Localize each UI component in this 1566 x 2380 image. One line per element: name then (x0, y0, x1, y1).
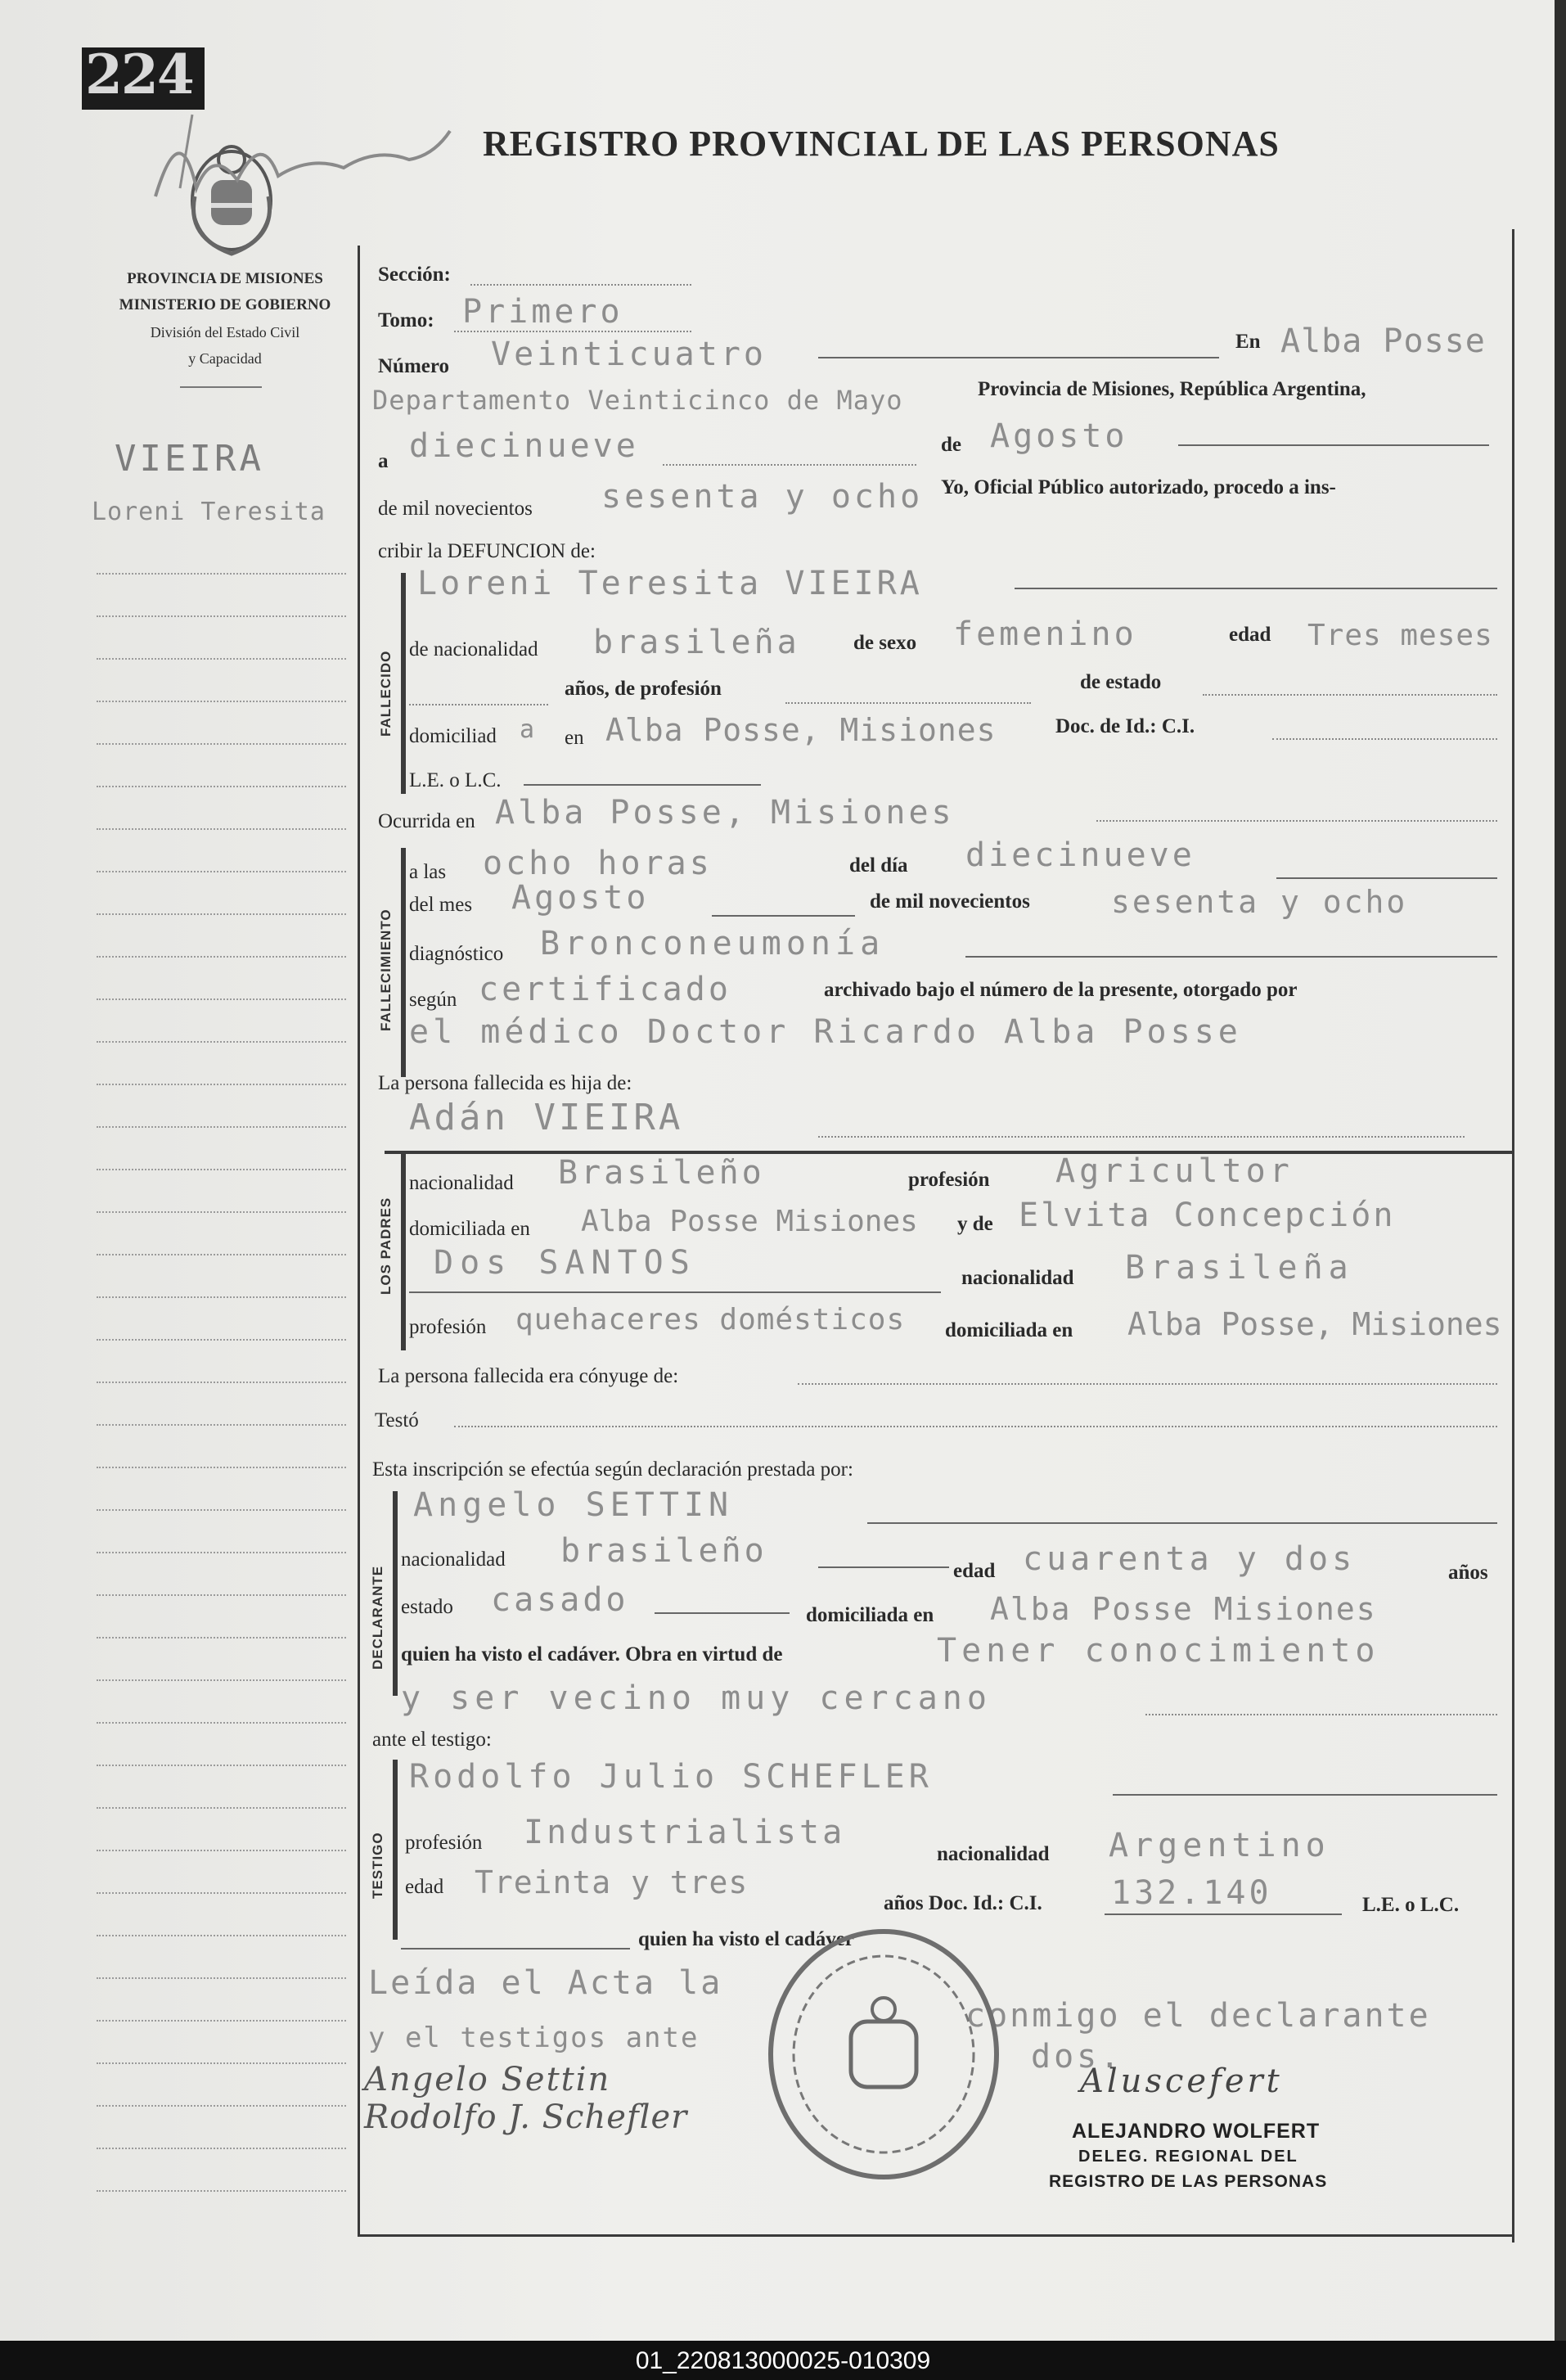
label-decl-domiciliada: domiciliada en (806, 1604, 934, 1626)
field-nombre-fallecido: Loreni Teresita VIEIRA (417, 565, 923, 602)
field-madre-apellido: Dos SANTOS (434, 1244, 696, 1282)
ministry-line4: y Capacidad (188, 350, 262, 367)
margin-ruled-line (97, 1296, 346, 1298)
field-madre-profesion: quehaceres domésticos (515, 1303, 906, 1336)
label-de: de (941, 434, 961, 456)
label-en-domicilio: en (565, 727, 584, 749)
margin-ruled-line (97, 1424, 346, 1426)
side-label-declarante: DECLARANTE (370, 1565, 385, 1670)
label-decl-edad: edad (953, 1560, 996, 1582)
signature-oficial: Aluscefert (1080, 2062, 1283, 2100)
field-testigo-ci: 132.140 (1111, 1874, 1272, 1912)
main-column-rule (358, 246, 360, 2234)
numero-line (818, 357, 1219, 358)
field-declarante: Angelo SETTIN (413, 1486, 734, 1524)
margin-ruled-line (97, 828, 346, 830)
padre-line (818, 1136, 1465, 1138)
margin-ruled-line (97, 1041, 346, 1043)
field-hora: ocho horas (483, 845, 713, 882)
footer-text: 01_220813000025-010309 (635, 2347, 931, 2374)
field-padre-profesion: Agricultor (1055, 1152, 1294, 1190)
testigo-line (1113, 1794, 1497, 1796)
field-domicilio: Alba Posse, Misiones (605, 712, 997, 748)
margin-given-name: Loreni Teresita (92, 498, 326, 526)
label-archivado: archivado bajo el número de la presente, otorgado por (824, 979, 1298, 1001)
label-diagnostico: diagnóstico (409, 943, 504, 965)
field-dia-fallecimiento: diecinueve (965, 836, 1195, 874)
margin-ruled-line (97, 1254, 346, 1255)
side-label-fallecimiento: FALLECIMIENTO (378, 908, 394, 1031)
margin-ruled-line (97, 1467, 346, 1468)
nombre-line (1015, 588, 1497, 589)
folio-number-text: 224 (85, 43, 193, 106)
field-tomo: Primero (462, 293, 623, 331)
label-anos-profesion: años, de profesión (565, 678, 722, 700)
fallecimiento-bracket (401, 848, 406, 1077)
margin-ruled-line (97, 1339, 346, 1341)
margin-ruled-line (97, 871, 346, 872)
margin-ruled-line (97, 1807, 346, 1809)
margin-ruled-line (97, 1637, 346, 1639)
label-testo: Testó (375, 1409, 419, 1431)
field-padre-nacionalidad: Brasileño (558, 1154, 765, 1192)
label-decl-anos: años (1448, 1562, 1488, 1584)
label-decl-estado: estado (401, 1596, 453, 1618)
label-testigo-profesion: profesión (405, 1832, 483, 1854)
label-doc-id: Doc. de Id.: C.I. (1055, 715, 1195, 737)
obra-virtud-line (1145, 1714, 1497, 1715)
testigo-bracket (393, 1760, 398, 1940)
ocurrida-line (1096, 820, 1497, 822)
label-edad: edad (1229, 624, 1271, 646)
label-numero: Número (378, 355, 450, 377)
field-obra-virtud-1: Tener conocimiento (937, 1632, 1380, 1670)
label-padre-domiciliada: domiciliada en (409, 1218, 530, 1240)
label-madre-nacionalidad: nacionalidad (961, 1267, 1074, 1289)
label-padre-nacionalidad: nacionalidad (409, 1172, 514, 1194)
label-padre-profesion: profesión (908, 1169, 990, 1191)
label-testigo-edad: edad (405, 1876, 444, 1898)
field-domiciliad-suffix: a (520, 715, 536, 744)
fallecido-bracket (401, 573, 406, 794)
decl-estado-line (655, 1612, 790, 1614)
field-madre-nacionalidad: Brasileña (1125, 1249, 1354, 1287)
label-quien-ha-visto: quien ha visto el cadáver (638, 1928, 854, 1950)
label-anos-doc: años Doc. Id.: C.I. (884, 1892, 1042, 1914)
field-testigo-edad: Treinta y tres (475, 1864, 749, 1900)
field-dia: diecinueve (409, 427, 639, 465)
estado-line (1203, 694, 1497, 696)
declarante-bracket (393, 1491, 398, 1696)
ministry-line1: PROVINCIA DE MISIONES (127, 270, 323, 287)
margin-ruled-line (97, 743, 346, 745)
label-madre-profesion: profesión (409, 1316, 487, 1338)
field-en: Alba Posse (1280, 322, 1486, 360)
stamp-official-name: ALEJANDRO WOLFERT (1072, 2120, 1321, 2143)
field-segun: certificado (479, 971, 731, 1008)
anos-pre-line (409, 704, 548, 705)
label-y-de: y de (957, 1213, 993, 1235)
label-a-las: a las (409, 861, 447, 883)
footer-strip (0, 2341, 1566, 2380)
label-ocurrida-en: Ocurrida en (378, 810, 475, 832)
conyuge-line (798, 1383, 1497, 1385)
field-nacionalidad: brasileña (593, 624, 800, 661)
side-label-testigo: TESTIGO (370, 1832, 385, 1899)
field-edad: Tres meses (1307, 619, 1493, 652)
label-inscripcion: Esta inscripción se efectúa según declaración prestada por: (372, 1458, 853, 1481)
margin-ruled-line (97, 1509, 346, 1511)
field-anio: sesenta y ocho (601, 478, 924, 516)
testigo-ci-line (1105, 1913, 1342, 1915)
field-declarante-estado: casado (491, 1581, 629, 1619)
page-title: REGISTRO PROVINCIAL DE LAS PERSONAS (483, 124, 1280, 164)
signature-declarante: Angelo Settin (364, 2061, 611, 2098)
side-label-los-padres: LOS PADRES (378, 1197, 394, 1295)
margin-ruled-line (97, 1552, 346, 1553)
profesion-line (785, 702, 1031, 704)
seccion-line (470, 284, 691, 286)
margin-ruled-line (97, 2020, 346, 2022)
field-testigo: Rodolfo Julio SCHEFLER (409, 1758, 933, 1796)
field-testigo-nacionalidad: Argentino (1109, 1827, 1330, 1864)
label-sexo: de sexo (853, 632, 917, 654)
label-testigo-nacionalidad: nacionalidad (937, 1843, 1050, 1865)
field-departamento: Departamento Veinticinco de Mayo (372, 385, 903, 416)
margin-ruled-line (97, 573, 346, 575)
field-diagnostico: Bronconeumonía (540, 925, 885, 962)
field-anio-fallecimiento: sesenta y ocho (1111, 884, 1408, 920)
label-en: En (1235, 331, 1261, 353)
label-seccion: Sección: (378, 264, 451, 286)
margin-ruled-line (97, 998, 346, 1000)
field-madre: Elvita Concepción (1019, 1197, 1396, 1234)
label-decl-nacionalidad: nacionalidad (401, 1548, 506, 1571)
mes-fall-line (712, 915, 855, 917)
margin-ruled-line (97, 1382, 346, 1383)
field-ocurrida-en: Alba Posse, Misiones (495, 794, 955, 832)
label-de-nacionalidad: de nacionalidad (409, 638, 538, 660)
label-de-mil: de mil novecientos (378, 498, 533, 520)
declarante-line (867, 1522, 1497, 1524)
signature-testigo: Rodolfo J. Schefler (364, 2098, 688, 2136)
margin-ruled-line (97, 1935, 346, 1936)
margin-ruled-line (97, 786, 346, 787)
margin-surname: VIEIRA (115, 438, 264, 480)
margin-ruled-line (97, 1722, 346, 1724)
testo-line (454, 1426, 1497, 1427)
margin-ruled-line (97, 1892, 346, 1894)
closing-line-1a: Leída el Acta la (368, 1964, 723, 2002)
field-mes: Agosto (990, 417, 1128, 455)
margin-ruled-line (97, 1126, 346, 1128)
label-hija-de: La persona fallecida es hija de: (378, 1072, 632, 1094)
margin-ruled-line (97, 1211, 346, 1213)
margin-ruled-line (97, 2062, 346, 2064)
mes-line (1178, 444, 1489, 446)
padres-bracket (401, 1154, 406, 1350)
field-testigo-profesion: Industrialista (524, 1814, 846, 1851)
margin-ruled-line (97, 2148, 346, 2149)
field-padre-domicilio: Alba Posse Misiones (581, 1205, 918, 1238)
label-tomo: Tomo: (378, 309, 434, 331)
margin-ruled-line (97, 1850, 346, 1851)
label-yo-oficial: Yo, Oficial Público autorizado, procedo a ins- (941, 476, 1336, 498)
label-quien-cadaver: quien ha visto el cadáver. Obra en virtud de (401, 1643, 783, 1666)
side-label-fallecido: FALLECIDO (378, 650, 394, 737)
dia-fall-line (1276, 877, 1497, 879)
margin-ruled-line (97, 1765, 346, 1766)
field-declarante-edad: cuarenta y dos (1023, 1540, 1357, 1578)
closing-line-2a: y el testigos ante (368, 2022, 700, 2054)
margin-ruled-line (97, 956, 346, 958)
field-declarante-domicilio: Alba Posse Misiones (990, 1591, 1377, 1627)
ministry-divider (180, 386, 262, 388)
margin-ruled-line (97, 1084, 346, 1085)
field-sexo: femenino (953, 615, 1137, 653)
diagnostico-line (965, 956, 1497, 958)
margin-ruled-line (97, 1594, 346, 1596)
margin-ruled-line (97, 615, 346, 617)
field-medico: el médico Doctor Ricardo Alba Posse (409, 1013, 1242, 1051)
label-madre-domiciliada: domiciliada en (945, 1319, 1073, 1341)
margin-ruled-line (97, 1169, 346, 1170)
margin-ruled-line (97, 658, 346, 660)
label-del-dia: del día (849, 854, 908, 877)
right-border-rule (1512, 229, 1514, 2243)
field-obra-virtud-2: y ser vecino muy cercano (401, 1679, 992, 1717)
field-padre: Adán VIEIRA (409, 1097, 684, 1138)
margin-ruled-line (97, 701, 346, 702)
stamp-line3: REGISTRO DE LAS PERSONAS (1049, 2172, 1328, 2191)
margin-ruled-line (97, 913, 346, 915)
margin-ruled-line (97, 2190, 346, 2192)
field-declarante-nacionalidad: brasileño (560, 1532, 767, 1570)
bottom-rule (358, 2234, 1514, 2237)
closing-line-1b: conmigo el declarante (965, 1997, 1431, 2035)
field-madre-domicilio: Alba Posse, Misiones (1127, 1306, 1502, 1342)
label-domiciliad: domiciliad (409, 725, 497, 747)
le-lc-line (524, 784, 761, 786)
label-le-o-lc: L.E. o L.C. (1362, 1894, 1460, 1916)
ministry-line3: División del Estado Civil (150, 324, 300, 340)
doc-id-line (1272, 738, 1497, 740)
label-segun: según (409, 989, 457, 1011)
label-cribir: cribir la DEFUNCION de: (378, 540, 596, 562)
madre-apellido-line (409, 1291, 941, 1293)
label-de-mil-fall: de mil novecientos (870, 890, 1030, 913)
tomo-line (454, 331, 691, 332)
field-numero: Veinticuatro (491, 336, 767, 373)
margin-ruled-line (97, 1679, 346, 1681)
label-a: a (378, 450, 389, 472)
label-ante-testigo: ante el testigo: (372, 1729, 492, 1751)
testigo-bottom-line (401, 1948, 630, 1950)
label-le-lc: L.E. o L.C. (409, 769, 502, 791)
label-de-estado: de estado (1080, 671, 1162, 693)
dia-line (663, 464, 916, 466)
field-mes-fallecimiento: Agosto (511, 879, 650, 917)
margin-ruled-line (97, 1977, 346, 1979)
official-seal-icon (761, 1923, 1006, 2185)
label-provincia: Provincia de Misiones, República Argentina, (978, 378, 1366, 400)
decl-nac-line (818, 1566, 949, 1568)
label-conyuge: La persona fallecida era cónyuge de: (378, 1365, 679, 1387)
ministry-line2: MINISTERIO DE GOBIERNO (119, 296, 331, 313)
closing-line-2b: dos. (1031, 2038, 1123, 2076)
label-del-mes: del mes (409, 894, 473, 916)
stamp-line2: DELEG. REGIONAL DEL (1078, 2148, 1298, 2166)
header-signature (147, 98, 458, 221)
margin-ruled-line (97, 2105, 346, 2107)
padres-top-rule (385, 1151, 1512, 1154)
